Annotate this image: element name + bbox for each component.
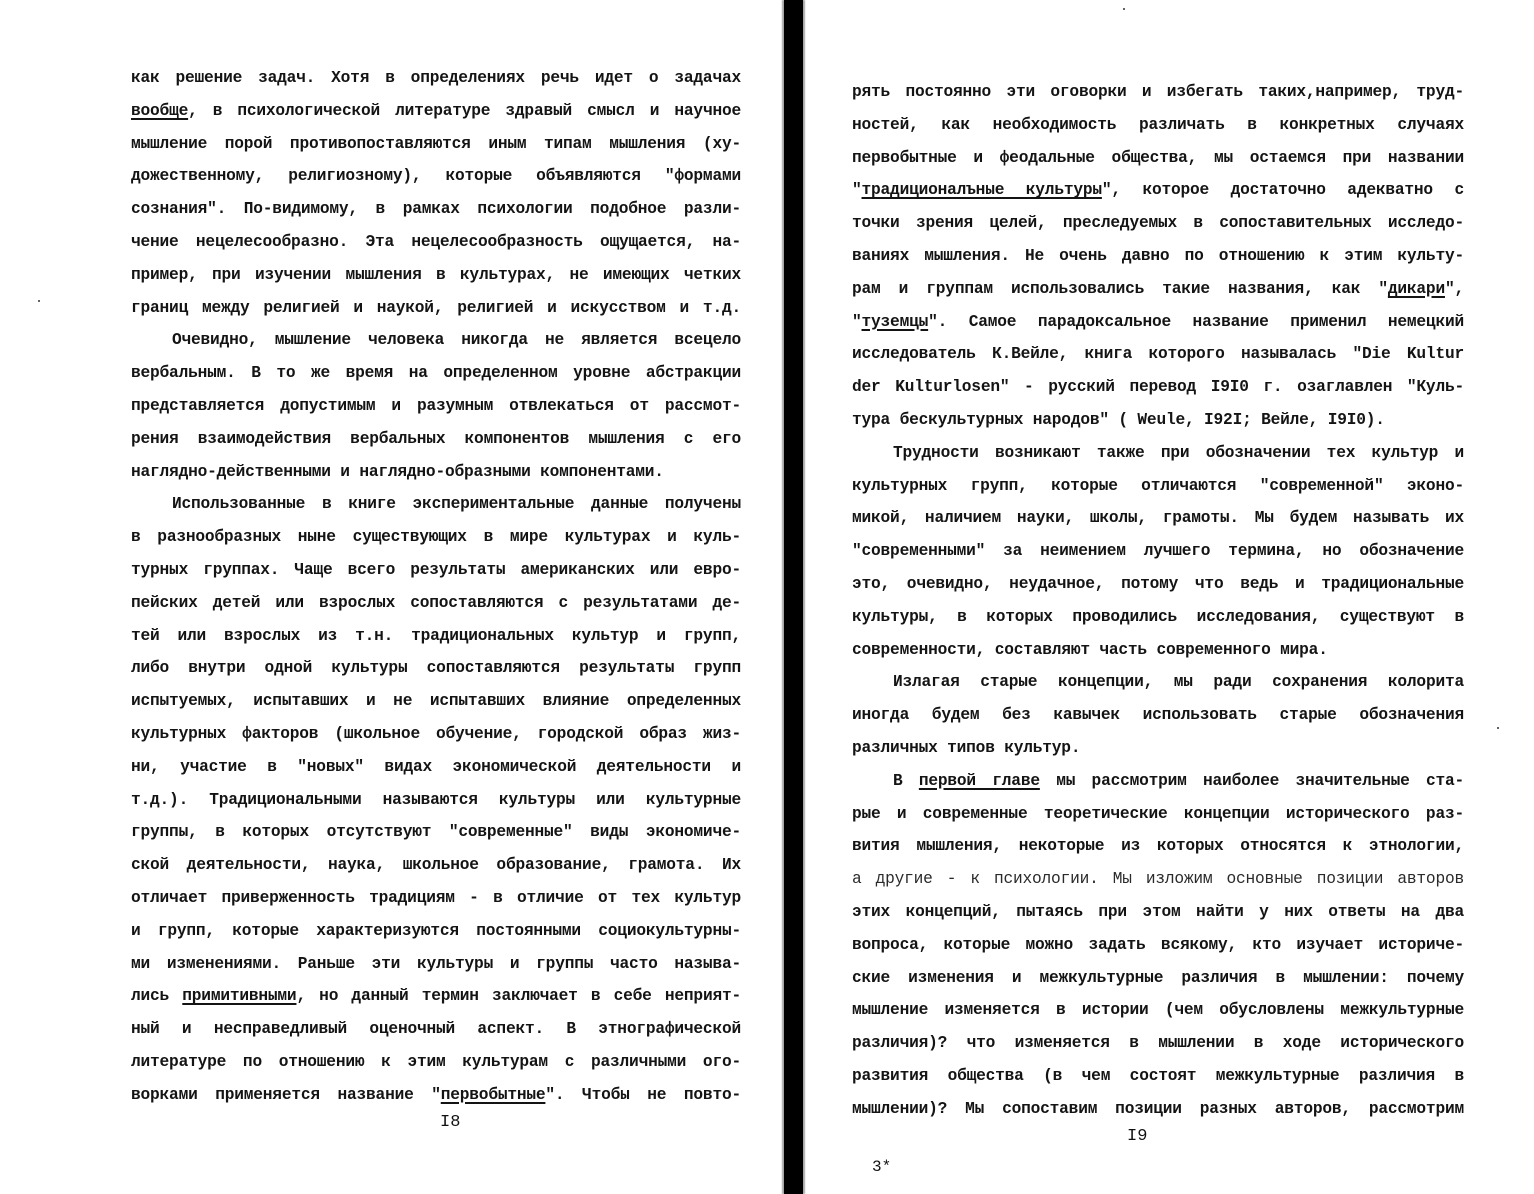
scan-speck <box>38 300 40 302</box>
underlined-term: традиционалъные культуры <box>861 181 1102 200</box>
text-line <box>131 128 741 161</box>
text-segment: дожественному, религиозному), которые объявляются "формами <box>131 167 741 186</box>
text-line <box>852 142 1464 175</box>
text-line <box>852 371 1464 404</box>
left-page-body-text <box>131 62 741 1112</box>
text-line <box>852 109 1464 142</box>
text-line <box>852 338 1464 371</box>
text-segment: рять постоянно эти оговорки и избегать таких,например, труд- <box>852 83 1464 101</box>
text-segment: мы рассмотрим наиболее значительные ста- <box>1039 771 1465 790</box>
text-segment: современности, составляют часть современного мира. <box>852 640 1328 659</box>
text-line <box>852 798 1464 831</box>
text-line <box>852 174 1464 207</box>
text-line <box>131 1079 741 1112</box>
text-line <box>852 830 1464 863</box>
text-line <box>131 849 741 882</box>
text-line <box>131 324 741 357</box>
text-line <box>131 456 741 489</box>
text-line <box>131 587 741 620</box>
text-line <box>131 521 741 554</box>
text-line <box>852 306 1464 339</box>
text-line <box>131 1013 741 1046</box>
text-segment: сознания". По-видимому, в рамках психологии подобное разли- <box>131 200 741 219</box>
text-line <box>131 685 741 718</box>
text-line <box>852 732 1464 765</box>
text-line <box>131 718 741 751</box>
text-segment: и групп, которые характеризуются постоянными социокультурны- <box>131 921 741 940</box>
text-segment: микой, наличием науки, школы, грамоты. Мы будем называть их <box>852 509 1464 528</box>
text-line <box>852 863 1464 896</box>
text-segment: либо внутри одной культуры сопоставляются результаты групп <box>131 659 741 678</box>
text-line <box>131 554 741 587</box>
text-segment: Излагая старые концепции, мы ради сохранения колорита <box>893 673 1464 692</box>
text-segment: различия)? что изменяется в мышлении в ходе исторического <box>852 1034 1464 1053</box>
left-page-number: I8 <box>440 1113 461 1132</box>
text-segment: , но данный термин заключает в себе неприят- <box>296 987 741 1006</box>
text-segment: иногда будем без кавычек использовать старые обозначения <box>852 706 1464 725</box>
scan-speck <box>1497 727 1499 729</box>
text-segment: пример, при изучении мышления в культурах, не имеющих четких <box>131 265 741 284</box>
underlined-term: примитивными <box>182 987 297 1006</box>
text-line <box>852 634 1464 667</box>
text-segment: границ между религией и наукой, религией и искусством и т.д. <box>131 298 741 317</box>
text-segment: исследователь К.Вейле, книга которого называлась "Die Kultur <box>852 345 1464 364</box>
text-line <box>852 896 1464 929</box>
text-segment: различных типов культур. <box>852 738 1081 757</box>
text-line <box>852 994 1464 1027</box>
text-line <box>131 882 741 915</box>
underlined-term: вообще <box>131 101 189 120</box>
text-line <box>852 568 1464 601</box>
text-segment: , в психологической литературе здравый смысл и научное <box>188 101 741 120</box>
text-line <box>852 207 1464 240</box>
text-line <box>852 929 1464 962</box>
text-segment: тура бескультурных народов" ( Weule, I92I; Вейле, I9I0). <box>852 410 1385 429</box>
text-segment: мышлении)? Мы сопоставим позиции разных авторов, рассмотрим <box>852 1099 1464 1118</box>
text-segment: " <box>852 312 862 331</box>
text-segment: ваниях мышления. Не очень давно по отношению к этим культу- <box>852 246 1464 265</box>
text-segment: ". Самое парадоксальное название применил немецкий <box>928 312 1464 331</box>
text-segment: мышление изменяется в истории (чем обусловлены межкультурные <box>852 1001 1464 1020</box>
text-line <box>131 292 741 325</box>
underlined-term: первобытные <box>440 1085 546 1104</box>
text-segment: в разнообразных ныне существующих в мире культурах и куль- <box>131 528 741 547</box>
text-line <box>852 404 1464 437</box>
text-segment: ", <box>1444 279 1464 298</box>
text-line <box>131 816 741 849</box>
text-line <box>852 601 1464 634</box>
text-line <box>852 535 1464 568</box>
text-segment: Использованные в книге экспериментальные данные получены <box>172 495 741 514</box>
text-line <box>852 765 1464 798</box>
text-line <box>131 423 741 456</box>
text-segment: группы, в которых отсутствуют "современные" виды экономиче- <box>131 823 741 842</box>
text-line <box>131 226 741 259</box>
text-segment: точки зрения целей, преследуемых в сопоставительных исследо- <box>852 214 1464 233</box>
text-segment: развития общества (в чем состоят межкультурные различия в <box>852 1066 1464 1085</box>
text-segment: ской деятельности, наука, школьное образование, грамота. Их <box>131 856 741 875</box>
text-segment: ностей, как необходимость различать в конкретных случаях <box>852 115 1464 134</box>
text-line <box>131 357 741 390</box>
right-page-body-text <box>852 76 1464 1126</box>
text-segment: это, очевидно, неудачное, потому что ведь и традициональные <box>852 574 1464 593</box>
text-line <box>852 273 1464 306</box>
text-line <box>852 699 1464 732</box>
text-line <box>852 470 1464 503</box>
text-segment: рам и группам использовались такие названия, как " <box>852 279 1388 298</box>
text-segment: Очевидно, мышление человека никогда не является всецело <box>172 331 741 350</box>
text-line <box>852 437 1464 470</box>
text-segment: вопроса, которые можно задать всякому, кто изучает историче- <box>852 935 1464 954</box>
text-segment: ", которое достаточно адекватно с <box>1101 181 1464 200</box>
text-line <box>131 160 741 193</box>
text-line <box>131 259 741 292</box>
text-line <box>131 652 741 685</box>
scan-speck <box>1123 8 1125 10</box>
text-segment: лись <box>131 987 183 1006</box>
text-segment: рения взаимодействия вербальных компонентов мышления с его <box>131 429 741 448</box>
text-segment: ный и несправедливый оценочный аспект. В этнографической <box>131 1020 741 1039</box>
text-line <box>852 1060 1464 1093</box>
text-line <box>131 915 741 948</box>
text-line <box>131 620 741 653</box>
text-line <box>852 1027 1464 1060</box>
text-segment: ские изменения и межкультурные различия в мышлении: почему <box>852 968 1464 987</box>
underlined-term: первой главе <box>918 771 1040 790</box>
text-segment: турных группах. Чаще всего результаты американских или евро- <box>131 560 741 579</box>
text-segment: как решение задач. Хотя в определениях речь идет о задачах <box>131 69 741 87</box>
text-line <box>852 962 1464 995</box>
text-line <box>131 193 741 226</box>
text-line <box>131 62 741 95</box>
text-segment: " <box>852 181 862 200</box>
text-segment: der Kulturlosen" - русский перевод I9I0 г. озаглавлен "Куль- <box>852 378 1464 397</box>
text-line <box>852 666 1464 699</box>
text-segment: а другие - к психологии. Мы изложим основные позиции авторов <box>852 870 1464 889</box>
text-segment: В <box>893 771 919 790</box>
text-segment: ворками применяется название " <box>131 1085 441 1104</box>
text-segment: наглядно-действенными и наглядно-образными компонентами. <box>131 462 664 481</box>
text-segment: чение нецелесообразно. Эта нецелесообразность ощущается, на- <box>131 232 741 251</box>
text-segment: культуры, в которых проводились исследования, существуют в <box>852 607 1464 626</box>
text-segment: культурных групп, которые отличаются "современной" эконо- <box>852 476 1464 495</box>
text-line <box>852 76 1464 109</box>
text-segment: вития мышления, некоторые из которых относятся к этнологии, <box>852 837 1464 856</box>
text-segment: испытуемых, испытавших и не испытавших влияние определенных <box>131 692 741 711</box>
text-line <box>852 1093 1464 1126</box>
text-line <box>131 390 741 423</box>
text-line <box>131 488 741 521</box>
text-line <box>131 1046 741 1079</box>
text-segment: т.д.). Традициональными называются культуры или культурные <box>131 790 741 809</box>
text-segment: представляется допустимым и разумным отвлекаться от рассмот- <box>131 396 741 415</box>
text-segment: тей или взрослых из т.н. традициональных культур и групп, <box>131 626 741 645</box>
text-segment: литературе по отношению к этим культурам с различными ого- <box>131 1052 741 1071</box>
text-segment: ". Чтобы не повто- <box>545 1085 741 1104</box>
text-segment: мышление порой противопоставляются иным типам мышления (ху- <box>131 134 741 153</box>
text-segment: пейских детей или взрослых сопоставляются с результатами де- <box>131 593 741 612</box>
text-line <box>131 948 741 981</box>
text-segment: ми изменениями. Раньше эти культуры и группы часто называ- <box>131 954 741 973</box>
text-segment: культурных факторов (школьное обучение, городской образ жиз- <box>131 724 741 743</box>
text-line <box>131 784 741 817</box>
text-line <box>131 980 741 1013</box>
right-page-number: I9 <box>1127 1127 1148 1146</box>
text-segment: этих концепций, пытаясь при этом найти у них ответы на два <box>852 902 1464 921</box>
text-line <box>852 240 1464 273</box>
text-segment: ни, участие в "новых" видах экономической деятельности и <box>131 757 741 776</box>
printer-signature-mark: 3* <box>872 1158 892 1176</box>
text-segment: вербальным. В то же время на определенном уровне абстракции <box>131 364 741 383</box>
text-line <box>852 502 1464 535</box>
text-segment: первобытные и феодальные общества, мы остаемся при названии <box>852 148 1464 167</box>
text-segment: "современными" за неимением лучшего термина, но обозначение <box>852 542 1464 561</box>
text-segment: рые и современные теоретические концепции исторического раз- <box>852 804 1464 823</box>
underlined-term: дикари <box>1387 279 1445 298</box>
text-line <box>131 751 741 784</box>
text-segment: отличает приверженность традициям - в отличие от тех культур <box>131 888 741 907</box>
text-segment: Трудности возникают также при обозначении тех культур и <box>893 443 1464 462</box>
text-line <box>131 95 741 128</box>
underlined-term: туземцы <box>861 312 929 331</box>
book-spine-gutter <box>784 0 803 1194</box>
